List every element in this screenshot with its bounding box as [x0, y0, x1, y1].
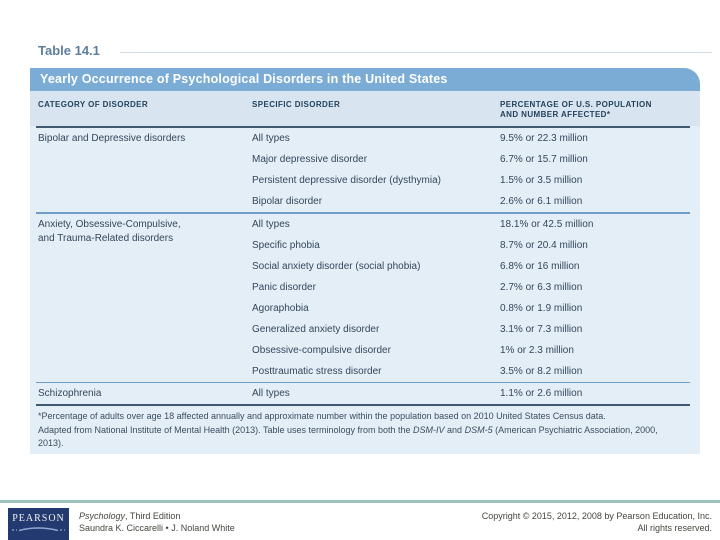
- table-body: [30, 91, 700, 454]
- table-label: Table 14.1: [38, 43, 100, 58]
- table-footnote: [30, 406, 690, 454]
- book-title: Psychology: [79, 511, 126, 521]
- footnote-text: and: [444, 424, 465, 435]
- stat-cell: 3.1% or 7.3 million: [500, 323, 583, 335]
- stat-cell: 18.1% or 42.5 million: [500, 218, 594, 230]
- footnote-text: Adapted from National Institute of Mental Health (2013). Table uses terminology from both the: [38, 424, 414, 435]
- stat-cell: 6.8% or 16 million: [500, 260, 580, 272]
- stat-cell: 8.7% or 20.4 million: [500, 239, 588, 251]
- book-authors: Saundra K. Ciccarelli • J. Noland White: [79, 523, 235, 533]
- pearson-logo-text: PEARSON: [12, 513, 65, 524]
- category-cell: [38, 128, 252, 147]
- disorder-cell: Persistent depressive disorder (dysthymia): [252, 175, 441, 186]
- footer-divider: [0, 500, 720, 503]
- table-sections: [30, 128, 700, 404]
- book-info: [79, 510, 235, 534]
- category-line: Bipolar and Depressive disorders: [38, 133, 186, 144]
- pearson-logo-swoosh-icon: [11, 525, 66, 533]
- copyright-line-1: Copyright © 2015, 2012, 2008 by Pearson Education, Inc.: [481, 511, 712, 521]
- footnote-line-1: *Percentage of adults over age 18 affected annually and approximate number within the population based on 2010 United States Census data.: [38, 411, 606, 421]
- disorder-cell: All types: [252, 133, 290, 144]
- disorder-cell: Specific phobia: [252, 239, 320, 251]
- disorder-cell: All types: [252, 388, 290, 399]
- stat-cell: 1% or 2.3 million: [500, 344, 574, 356]
- footnote-italic-term: DSM-5: [464, 424, 493, 435]
- pearson-logo: [8, 508, 69, 540]
- stat-cell: 2.6% or 6.1 million: [500, 196, 583, 207]
- disorder-cell: Agoraphobia: [252, 302, 309, 314]
- table-title: Yearly Occurrence of Psychological Disorders in the United States: [40, 72, 448, 86]
- disorder-cell: Major depressive disorder: [252, 154, 368, 165]
- column-header-category: CATEGORY OF DISORDER: [38, 100, 149, 109]
- stat-cell: 9.5% or 22.3 million: [500, 133, 588, 144]
- table-label-rule: [120, 52, 712, 53]
- table-card: [30, 68, 700, 454]
- disorder-cell: Posttraumatic stress disorder: [252, 365, 382, 377]
- book-edition: , Third Edition: [125, 511, 181, 521]
- category-line: and Trauma-Related disorders: [38, 233, 174, 244]
- stat-cell: 2.7% or 6.3 million: [500, 281, 583, 293]
- disorder-cell: All types: [252, 218, 290, 230]
- table-header-row: [30, 91, 700, 126]
- table-section: [30, 383, 700, 404]
- column-header-percentage: PERCENTAGE OF U.S. POPULATION AND NUMBER AFFECTED*: [500, 100, 652, 119]
- category-line: Anxiety, Obsessive-Compulsive,: [38, 218, 181, 230]
- stat-cell: 3.5% or 8.2 million: [500, 365, 583, 377]
- stat-cell: 6.7% or 15.7 million: [500, 154, 588, 165]
- stat-cell: 1.1% or 2.6 million: [500, 388, 583, 399]
- copyright-line-2: All rights reserved.: [637, 523, 712, 533]
- category-cell: [38, 383, 252, 402]
- copyright: [482, 510, 712, 534]
- table-title-bar: [30, 68, 700, 91]
- footnote-line-2: [38, 424, 674, 451]
- table-section: [30, 214, 700, 382]
- category-line: Schizophrenia: [38, 388, 102, 399]
- disorder-cell: Generalized anxiety disorder: [252, 323, 380, 335]
- footnote-text: (American Psychiatric Association, 2000, 2013).: [38, 424, 658, 448]
- stat-cell: 1.5% or 3.5 million: [500, 175, 583, 186]
- footnote-italic-term: DSM-IV: [413, 424, 445, 435]
- category-cell: [38, 214, 252, 247]
- disorder-cell: Bipolar disorder: [252, 196, 323, 207]
- disorder-cell: Social anxiety disorder (social phobia): [252, 260, 421, 272]
- table-section: [30, 128, 700, 212]
- book-title-line: [79, 510, 235, 522]
- stat-cell: 0.8% or 1.9 million: [500, 302, 583, 314]
- disorder-cell: Panic disorder: [252, 281, 316, 293]
- column-header-specific: SPECIFIC DISORDER: [252, 100, 341, 109]
- disorder-cell: Obsessive-compulsive disorder: [252, 344, 391, 356]
